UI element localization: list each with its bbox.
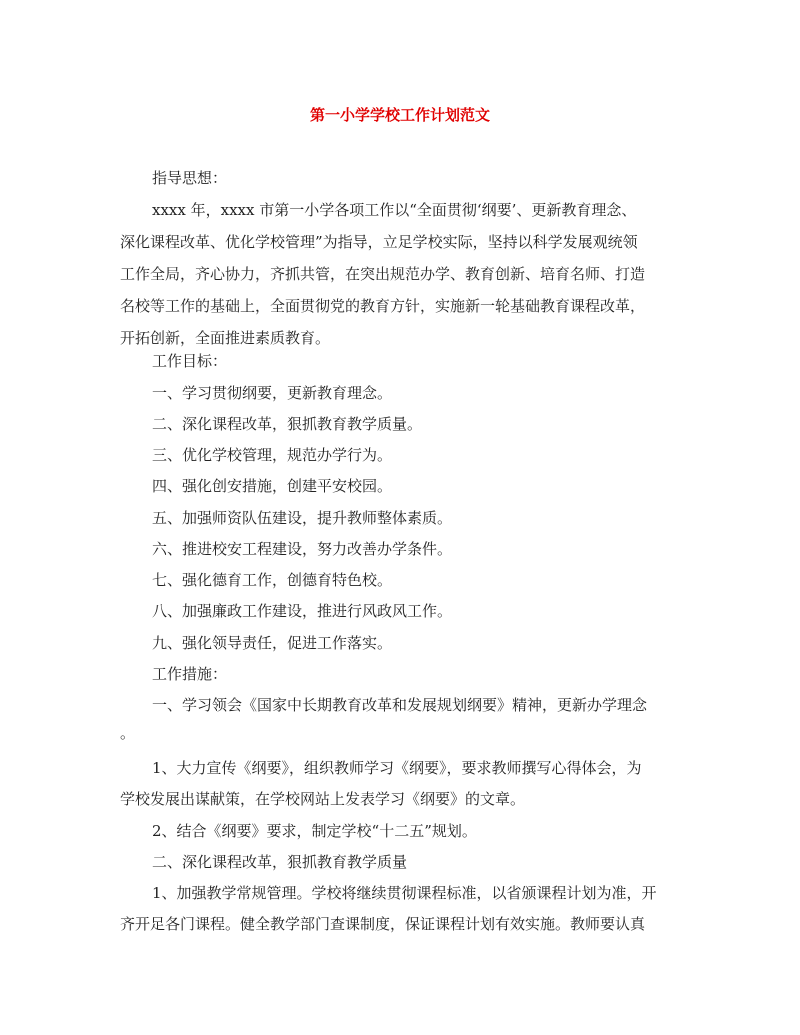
paragraph-line: 开拓创新，全面推进素质教育。	[120, 329, 331, 347]
paragraph-line: 工作措施：	[152, 665, 228, 683]
paragraph-line: 工作目标：	[152, 352, 228, 370]
paragraph-line: 学校发展出谋献策，在学校网站上发表学习《纲要》的文章。	[120, 790, 526, 808]
paragraph-line: 二、深化课程改革，狠抓教育教学质量	[152, 853, 408, 871]
document-title: 第一小学学校工作计划范文	[309, 106, 490, 124]
paragraph-line: 二、深化课程改革，狠抓教育教学质量。	[152, 415, 423, 433]
paragraph-line: 1、加强教学常规管理。学校将继续贯彻课程标准，以省颁课程计划为准，开	[152, 884, 657, 902]
paragraph-line: 指导思想：	[152, 169, 228, 187]
paragraph-line: 七、强化德育工作，创德育特色校。	[152, 571, 393, 589]
paragraph-line: 。	[120, 724, 136, 742]
paragraph-line: 三、优化学校管理，规范办学行为。	[152, 446, 393, 464]
paragraph-line: 一、学习领会《国家中长期教育改革和发展规划纲要》精神，更新办学理念	[152, 696, 648, 714]
paragraph-line: 四、强化创安措施，创建平安校园。	[152, 477, 393, 495]
paragraph-line: 五、加强师资队伍建设，提升教师整体素质。	[152, 509, 453, 527]
paragraph-line: 1、大力宣传《纲要》，组织教师学习《纲要》，要求教师撰写心得体会，为	[152, 759, 642, 777]
paragraph-line: xxxx 年，xxxx 市第一小学各项工作以“全面贯彻‘纲要’、更新教育理念、	[152, 201, 637, 219]
paragraph-line: 工作全局，齐心协力，齐抓共管，在突出规范办学、教育创新、培育名师、打造	[120, 265, 646, 283]
paragraph-line: 九、强化领导责任，促进工作落实。	[152, 634, 393, 652]
paragraph-line: 2、结合《纲要》要求，制定学校“十二五”规划。	[152, 822, 477, 840]
paragraph-line: 齐开足各门课程。健全教学部门查课制度，保证课程计划有效实施。教师要认真	[120, 915, 646, 933]
paragraph-line: 六、推进校安工程建设，努力改善办学条件。	[152, 540, 453, 558]
paragraph-line: 一、学习贯彻纲要，更新教育理念。	[152, 384, 393, 402]
paragraph-line: 八、加强廉政工作建设，推进行风政风工作。	[152, 602, 453, 620]
paragraph-line: 名校等工作的基础上，全面贯彻党的教育方针，实施新一轮基础教育课程改革，	[120, 297, 646, 315]
paragraph-line: 深化课程改革、优化学校管理”为指导，立足学校实际，坚持以科学发展观统领	[120, 233, 638, 251]
